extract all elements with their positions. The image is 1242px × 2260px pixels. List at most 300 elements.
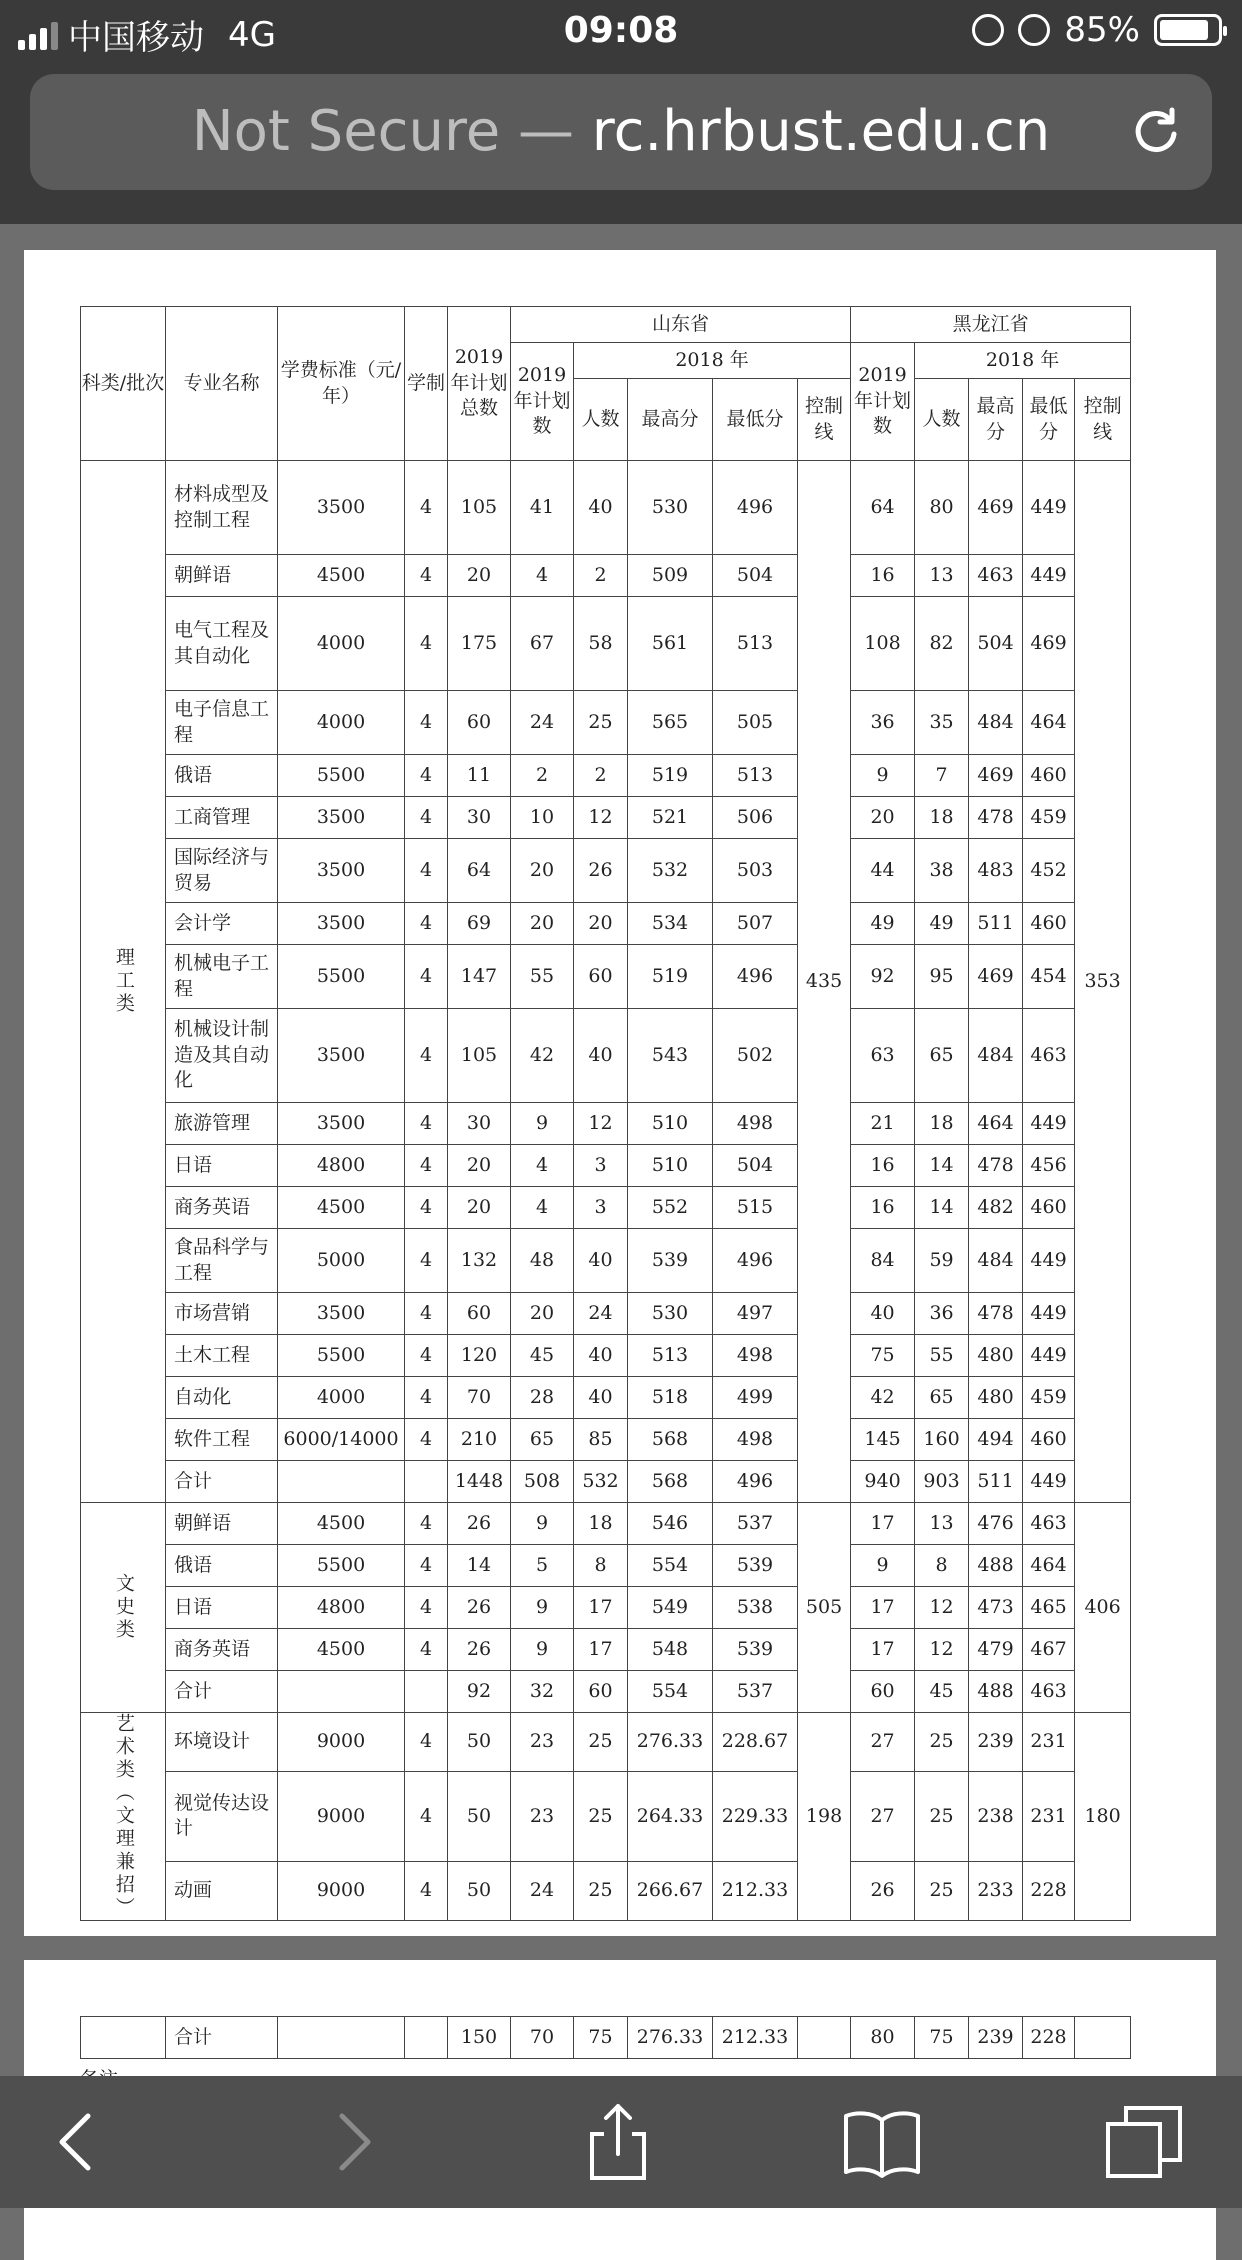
plan-2019: 20: [448, 1145, 511, 1187]
sd-plan-2019: 2: [511, 755, 574, 797]
category-label: 文史类: [112, 1573, 135, 1642]
sd-min: 496: [713, 461, 798, 555]
hlj-min: 449: [1023, 1229, 1075, 1293]
sd-count: 40: [574, 1377, 628, 1419]
sd-plan-2019: 4: [511, 1187, 574, 1229]
hlj-plan-2019: 17: [851, 1503, 915, 1545]
duration: 4: [405, 597, 448, 691]
table-row: [81, 461, 1131, 555]
table-row: [81, 903, 1131, 945]
sd-plan-2019: 9: [511, 1587, 574, 1629]
total-row: [81, 1671, 1131, 1713]
sd-plan-2019: 4: [511, 555, 574, 597]
sd-plan-2019: 508: [511, 1461, 574, 1503]
table-row: [81, 755, 1131, 797]
hlj-plan-2019: 44: [851, 839, 915, 903]
hlj-count: 903: [915, 1461, 969, 1503]
sd-max: 548: [628, 1629, 713, 1671]
sd-min: 515: [713, 1187, 798, 1229]
major-name: 机械设计制造及其自动化: [166, 1009, 278, 1103]
hlj-control-line: 353: [1075, 461, 1131, 1503]
duration: 4: [405, 1545, 448, 1587]
hlj-count: 36: [915, 1293, 969, 1335]
tuition: 5500: [278, 945, 405, 1009]
tuition: 3500: [278, 839, 405, 903]
sd-plan-2019: 28: [511, 1377, 574, 1419]
plan-2019: 132: [448, 1229, 511, 1293]
tuition: 3500: [278, 1103, 405, 1145]
plan-2019: 175: [448, 597, 511, 691]
table-row: [81, 1629, 1131, 1671]
url-separator: —: [500, 99, 592, 164]
reload-icon[interactable]: [1130, 106, 1182, 158]
duration: 4: [405, 1503, 448, 1545]
duration: 4: [405, 797, 448, 839]
hlj-max: 239: [969, 1713, 1023, 1772]
table-row: [81, 1229, 1131, 1293]
tuition: 4500: [278, 1503, 405, 1545]
security-label: Not Secure: [191, 99, 501, 164]
header-shandong: 山东省: [511, 307, 851, 343]
hlj-plan-2019: 75: [851, 1335, 915, 1377]
sd-max: 266.67: [628, 1861, 713, 1920]
header-hlj-renshu: 人数: [915, 379, 969, 461]
major-name: 机械电子工程: [166, 945, 278, 1009]
network-label: 4G: [228, 14, 276, 55]
hlj-count: 65: [915, 1009, 969, 1103]
status-right: [972, 10, 1222, 50]
sd-min: 539: [713, 1545, 798, 1587]
sd-min: 513: [713, 755, 798, 797]
header-kelei: 科类/批次: [81, 307, 166, 461]
hlj-count: 65: [915, 1377, 969, 1419]
hlj-min: 465: [1023, 1587, 1075, 1629]
sd-count: 8: [574, 1545, 628, 1587]
tuition: 3500: [278, 461, 405, 555]
sd-count: 58: [574, 597, 628, 691]
sd-min: 229.33: [713, 1772, 798, 1862]
sd-min: 504: [713, 555, 798, 597]
plan-2019: 150: [448, 2017, 511, 2059]
duration: [405, 1461, 448, 1503]
sd-count: 18: [574, 1503, 628, 1545]
sd-min: 228.67: [713, 1713, 798, 1772]
hlj-min: 452: [1023, 839, 1075, 903]
clock: 09:08: [563, 10, 679, 51]
plan-2019: 69: [448, 903, 511, 945]
battery-icon: [1154, 14, 1222, 46]
hlj-max: 469: [969, 461, 1023, 555]
table-row: [81, 1587, 1131, 1629]
hlj-count: 80: [915, 461, 969, 555]
sd-min: 507: [713, 903, 798, 945]
sd-count: 24: [574, 1293, 628, 1335]
sd-min: 504: [713, 1145, 798, 1187]
table-row: [81, 1293, 1131, 1335]
sd-max: 510: [628, 1103, 713, 1145]
sd-min: 502: [713, 1009, 798, 1103]
sd-plan-2019: 20: [511, 903, 574, 945]
table-row: [81, 1145, 1131, 1187]
hlj-min: 231: [1023, 1713, 1075, 1772]
duration: 4: [405, 1009, 448, 1103]
header-plan2019: 2019年计划总数: [448, 307, 511, 461]
hlj-count: 49: [915, 903, 969, 945]
sd-count: 25: [574, 1772, 628, 1862]
category-cell: [81, 2017, 166, 2059]
duration: 4: [405, 1419, 448, 1461]
hlj-plan-2019: 16: [851, 1145, 915, 1187]
plan-2019: 1448: [448, 1461, 511, 1503]
duration: 4: [405, 1293, 448, 1335]
hlj-max: 488: [969, 1671, 1023, 1713]
hlj-control-line: 406: [1075, 1503, 1131, 1713]
category-label: 艺术类（文理兼招）: [112, 1713, 135, 1920]
hlj-count: 82: [915, 597, 969, 691]
table-row: [81, 1419, 1131, 1461]
carrier-label: 中国移动: [68, 18, 204, 58]
sd-count: 3: [574, 1187, 628, 1229]
tuition: 5500: [278, 1335, 405, 1377]
table-row: [81, 1772, 1131, 1862]
header-zhuanye: 专业名称: [166, 307, 278, 461]
hlj-count: 13: [915, 1503, 969, 1545]
sd-max: 510: [628, 1145, 713, 1187]
major-name: 日语: [166, 1587, 278, 1629]
tuition: 4000: [278, 597, 405, 691]
table-row: [81, 1187, 1131, 1229]
plan-2019: 60: [448, 691, 511, 755]
hlj-min: 464: [1023, 1545, 1075, 1587]
sd-count: 40: [574, 1335, 628, 1377]
tuition: [278, 1461, 405, 1503]
tuition: 5500: [278, 755, 405, 797]
header-sd-kongzhi: 控制线: [798, 379, 851, 461]
browser-toolbar: [0, 2076, 1242, 2208]
hlj-plan-2019: 84: [851, 1229, 915, 1293]
sd-min: 537: [713, 1671, 798, 1713]
sd-max: 534: [628, 903, 713, 945]
sd-max: 539: [628, 1229, 713, 1293]
hlj-min: 460: [1023, 903, 1075, 945]
tabs-icon[interactable]: [1104, 2102, 1184, 2182]
back-icon[interactable]: [38, 2102, 118, 2182]
table-row: [81, 1503, 1131, 1545]
hlj-max: 464: [969, 1103, 1023, 1145]
hlj-max: 469: [969, 945, 1023, 1009]
total-row: [81, 1461, 1131, 1503]
table-row: [81, 597, 1131, 691]
duration: 4: [405, 1377, 448, 1419]
hlj-max: 484: [969, 691, 1023, 755]
sd-count: 12: [574, 797, 628, 839]
tuition: 4500: [278, 1187, 405, 1229]
hlj-min: 228: [1023, 2017, 1075, 2059]
plan-2019: 11: [448, 755, 511, 797]
hlj-count: 18: [915, 797, 969, 839]
url-text[interactable]: [30, 74, 1212, 190]
sd-min: 212.33: [713, 2017, 798, 2059]
sd-max: 554: [628, 1545, 713, 1587]
hlj-max: 504: [969, 597, 1023, 691]
battery-percent: 85%: [1064, 10, 1140, 50]
duration: 4: [405, 1713, 448, 1772]
hlj-max: 238: [969, 1772, 1023, 1862]
sd-max: 521: [628, 797, 713, 839]
hlj-plan-2019: 49: [851, 903, 915, 945]
sd-max: 554: [628, 1671, 713, 1713]
plan-2019: 50: [448, 1861, 511, 1920]
major-name: 会计学: [166, 903, 278, 945]
hlj-count: 95: [915, 945, 969, 1009]
sd-min: 498: [713, 1419, 798, 1461]
sd-max: 519: [628, 945, 713, 1009]
hlj-plan-2019: 60: [851, 1671, 915, 1713]
category-cell: [81, 461, 166, 1503]
major-name: 食品科学与工程: [166, 1229, 278, 1293]
status-bar: [0, 0, 1242, 62]
plan-2019: 30: [448, 797, 511, 839]
pdf-page-1: [24, 250, 1216, 1936]
major-name: 合计: [166, 1461, 278, 1503]
hlj-plan-2019: 17: [851, 1629, 915, 1671]
major-name: 日语: [166, 1145, 278, 1187]
hlj-plan-2019: 21: [851, 1103, 915, 1145]
sd-count: 40: [574, 1229, 628, 1293]
sd-count: 532: [574, 1461, 628, 1503]
hlj-plan-2019: 40: [851, 1293, 915, 1335]
table-row: [81, 945, 1131, 1009]
table-row: [81, 1545, 1131, 1587]
hlj-count: 13: [915, 555, 969, 597]
major-name: 材料成型及控制工程: [166, 461, 278, 555]
tuition: 3500: [278, 797, 405, 839]
hlj-min: 449: [1023, 1103, 1075, 1145]
tuition: 4000: [278, 1377, 405, 1419]
sd-plan-2019: 42: [511, 1009, 574, 1103]
header-sd-renshu: 人数: [574, 379, 628, 461]
hlj-max: 483: [969, 839, 1023, 903]
major-name: 合计: [166, 2017, 278, 2059]
hlj-count: 55: [915, 1335, 969, 1377]
sd-count: 25: [574, 691, 628, 755]
hlj-plan-2019: 64: [851, 461, 915, 555]
duration: 4: [405, 755, 448, 797]
hlj-min: 454: [1023, 945, 1075, 1009]
hlj-max: 484: [969, 1229, 1023, 1293]
duration: [405, 2017, 448, 2059]
table-row: [81, 1713, 1131, 1772]
plan-2019: 50: [448, 1713, 511, 1772]
sd-control-line: 435: [798, 461, 851, 1503]
duration: 4: [405, 1335, 448, 1377]
sd-plan-2019: 24: [511, 691, 574, 755]
major-name: 俄语: [166, 755, 278, 797]
hlj-max: 511: [969, 903, 1023, 945]
header-hlj-kongzhi: 控制线: [1075, 379, 1131, 461]
hlj-min: 449: [1023, 1293, 1075, 1335]
major-name: 自动化: [166, 1377, 278, 1419]
plan-2019: 210: [448, 1419, 511, 1461]
browser-header: [0, 62, 1242, 224]
plan-2019: 26: [448, 1587, 511, 1629]
tuition: 5000: [278, 1229, 405, 1293]
sd-plan-2019: 24: [511, 1861, 574, 1920]
hlj-min: 460: [1023, 1419, 1075, 1461]
major-name: 商务英语: [166, 1187, 278, 1229]
sd-min: 499: [713, 1377, 798, 1419]
sd-max: 568: [628, 1461, 713, 1503]
hlj-min: 449: [1023, 555, 1075, 597]
hlj-min: 449: [1023, 1335, 1075, 1377]
plan-2019: 147: [448, 945, 511, 1009]
sd-min: 539: [713, 1629, 798, 1671]
table-row: [81, 691, 1131, 755]
table-row: [81, 1377, 1131, 1419]
hlj-count: 25: [915, 1772, 969, 1862]
sd-max: 519: [628, 755, 713, 797]
hlj-min: 228: [1023, 1861, 1075, 1920]
hlj-min: 469: [1023, 597, 1075, 691]
sd-plan-2019: 65: [511, 1419, 574, 1461]
hlj-plan-2019: 145: [851, 1419, 915, 1461]
tuition: [278, 2017, 405, 2059]
header-sd-zuidi: 最低分: [713, 379, 798, 461]
sd-control-line: 505: [798, 1503, 851, 1713]
plan-2019: 120: [448, 1335, 511, 1377]
bookmarks-icon[interactable]: [842, 2102, 922, 2182]
address-bar[interactable]: [30, 74, 1212, 190]
sd-count: 60: [574, 1671, 628, 1713]
sd-plan-2019: 10: [511, 797, 574, 839]
sd-min: 506: [713, 797, 798, 839]
page2-body: [81, 2017, 1131, 2059]
sd-max: 530: [628, 461, 713, 555]
sd-count: 85: [574, 1419, 628, 1461]
hlj-max: 478: [969, 1293, 1023, 1335]
sd-plan-2019: 20: [511, 839, 574, 903]
plan-2019: 26: [448, 1503, 511, 1545]
sd-count: 26: [574, 839, 628, 903]
plan-2019: 30: [448, 1103, 511, 1145]
hlj-plan-2019: 108: [851, 597, 915, 691]
major-name: 合计: [166, 1671, 278, 1713]
page2-total-table: [80, 2016, 1131, 2059]
hlj-max: 479: [969, 1629, 1023, 1671]
hlj-min: 460: [1023, 1187, 1075, 1229]
sd-count: 2: [574, 755, 628, 797]
tuition: 3500: [278, 903, 405, 945]
sd-max: 543: [628, 1009, 713, 1103]
sd-plan-2019: 23: [511, 1772, 574, 1862]
rotation-lock-icon: [972, 14, 1004, 46]
hlj-plan-2019: 80: [851, 2017, 915, 2059]
sd-max: 530: [628, 1293, 713, 1335]
hlj-max: 488: [969, 1545, 1023, 1587]
major-name: 朝鲜语: [166, 555, 278, 597]
sd-count: 60: [574, 945, 628, 1009]
plan-2019: 105: [448, 461, 511, 555]
header-heilongjiang: 黑龙江省: [851, 307, 1131, 343]
hlj-min: 459: [1023, 797, 1075, 839]
forward-icon[interactable]: [312, 2102, 392, 2182]
hlj-plan-2019: 92: [851, 945, 915, 1009]
hlj-min: 463: [1023, 1009, 1075, 1103]
tuition: 4500: [278, 1629, 405, 1671]
sd-count: 40: [574, 1009, 628, 1103]
tuition: 3500: [278, 1009, 405, 1103]
major-name: 俄语: [166, 1545, 278, 1587]
plan-2019: 105: [448, 1009, 511, 1103]
sd-plan-2019: 32: [511, 1671, 574, 1713]
tuition: 9000: [278, 1861, 405, 1920]
plan-2019: 92: [448, 1671, 511, 1713]
plan-2019: 50: [448, 1772, 511, 1862]
hlj-count: 7: [915, 755, 969, 797]
sd-plan-2019: 48: [511, 1229, 574, 1293]
sd-plan-2019: 9: [511, 1503, 574, 1545]
hlj-plan-2019: 26: [851, 1861, 915, 1920]
hlj-plan-2019: 42: [851, 1377, 915, 1419]
sd-min: 538: [713, 1587, 798, 1629]
major-name: 电子信息工程: [166, 691, 278, 755]
sd-count: 3: [574, 1145, 628, 1187]
tuition: 9000: [278, 1713, 405, 1772]
alarm-icon: [1018, 14, 1050, 46]
duration: 4: [405, 555, 448, 597]
table-row: [81, 839, 1131, 903]
hlj-plan-2019: 20: [851, 797, 915, 839]
sd-plan-2019: 5: [511, 1545, 574, 1587]
duration: 4: [405, 461, 448, 555]
sd-max: 264.33: [628, 1772, 713, 1862]
sd-count: 20: [574, 903, 628, 945]
tuition: 4000: [278, 691, 405, 755]
header-sd-zuigao: 最高分: [628, 379, 713, 461]
sd-control-line: 198: [798, 1713, 851, 1921]
hlj-max: 480: [969, 1377, 1023, 1419]
table-body: [81, 461, 1131, 1921]
major-name: 电气工程及其自动化: [166, 597, 278, 691]
hlj-plan-2019: 9: [851, 755, 915, 797]
tuition: 4500: [278, 555, 405, 597]
sd-plan-2019: 9: [511, 1629, 574, 1671]
total-row: [81, 2017, 1131, 2059]
table-row: [81, 1009, 1131, 1103]
major-name: 市场营销: [166, 1293, 278, 1335]
sd-max: 565: [628, 691, 713, 755]
tuition: 6000/14000: [278, 1419, 405, 1461]
hlj-min: 463: [1023, 1671, 1075, 1713]
sd-count: 17: [574, 1587, 628, 1629]
sd-plan-2019: 9: [511, 1103, 574, 1145]
duration: 4: [405, 945, 448, 1009]
major-name: 朝鲜语: [166, 1503, 278, 1545]
category-label: 理工类: [112, 947, 135, 1016]
duration: 4: [405, 1861, 448, 1920]
sd-min: 503: [713, 839, 798, 903]
sd-min: 498: [713, 1335, 798, 1377]
table-row: [81, 555, 1131, 597]
hlj-count: 12: [915, 1629, 969, 1671]
major-name: 环境设计: [166, 1713, 278, 1772]
duration: 4: [405, 839, 448, 903]
share-icon[interactable]: [578, 2102, 658, 2182]
sd-plan-2019: 20: [511, 1293, 574, 1335]
sd-min: 513: [713, 597, 798, 691]
hlj-plan-2019: 63: [851, 1009, 915, 1103]
duration: 4: [405, 1587, 448, 1629]
